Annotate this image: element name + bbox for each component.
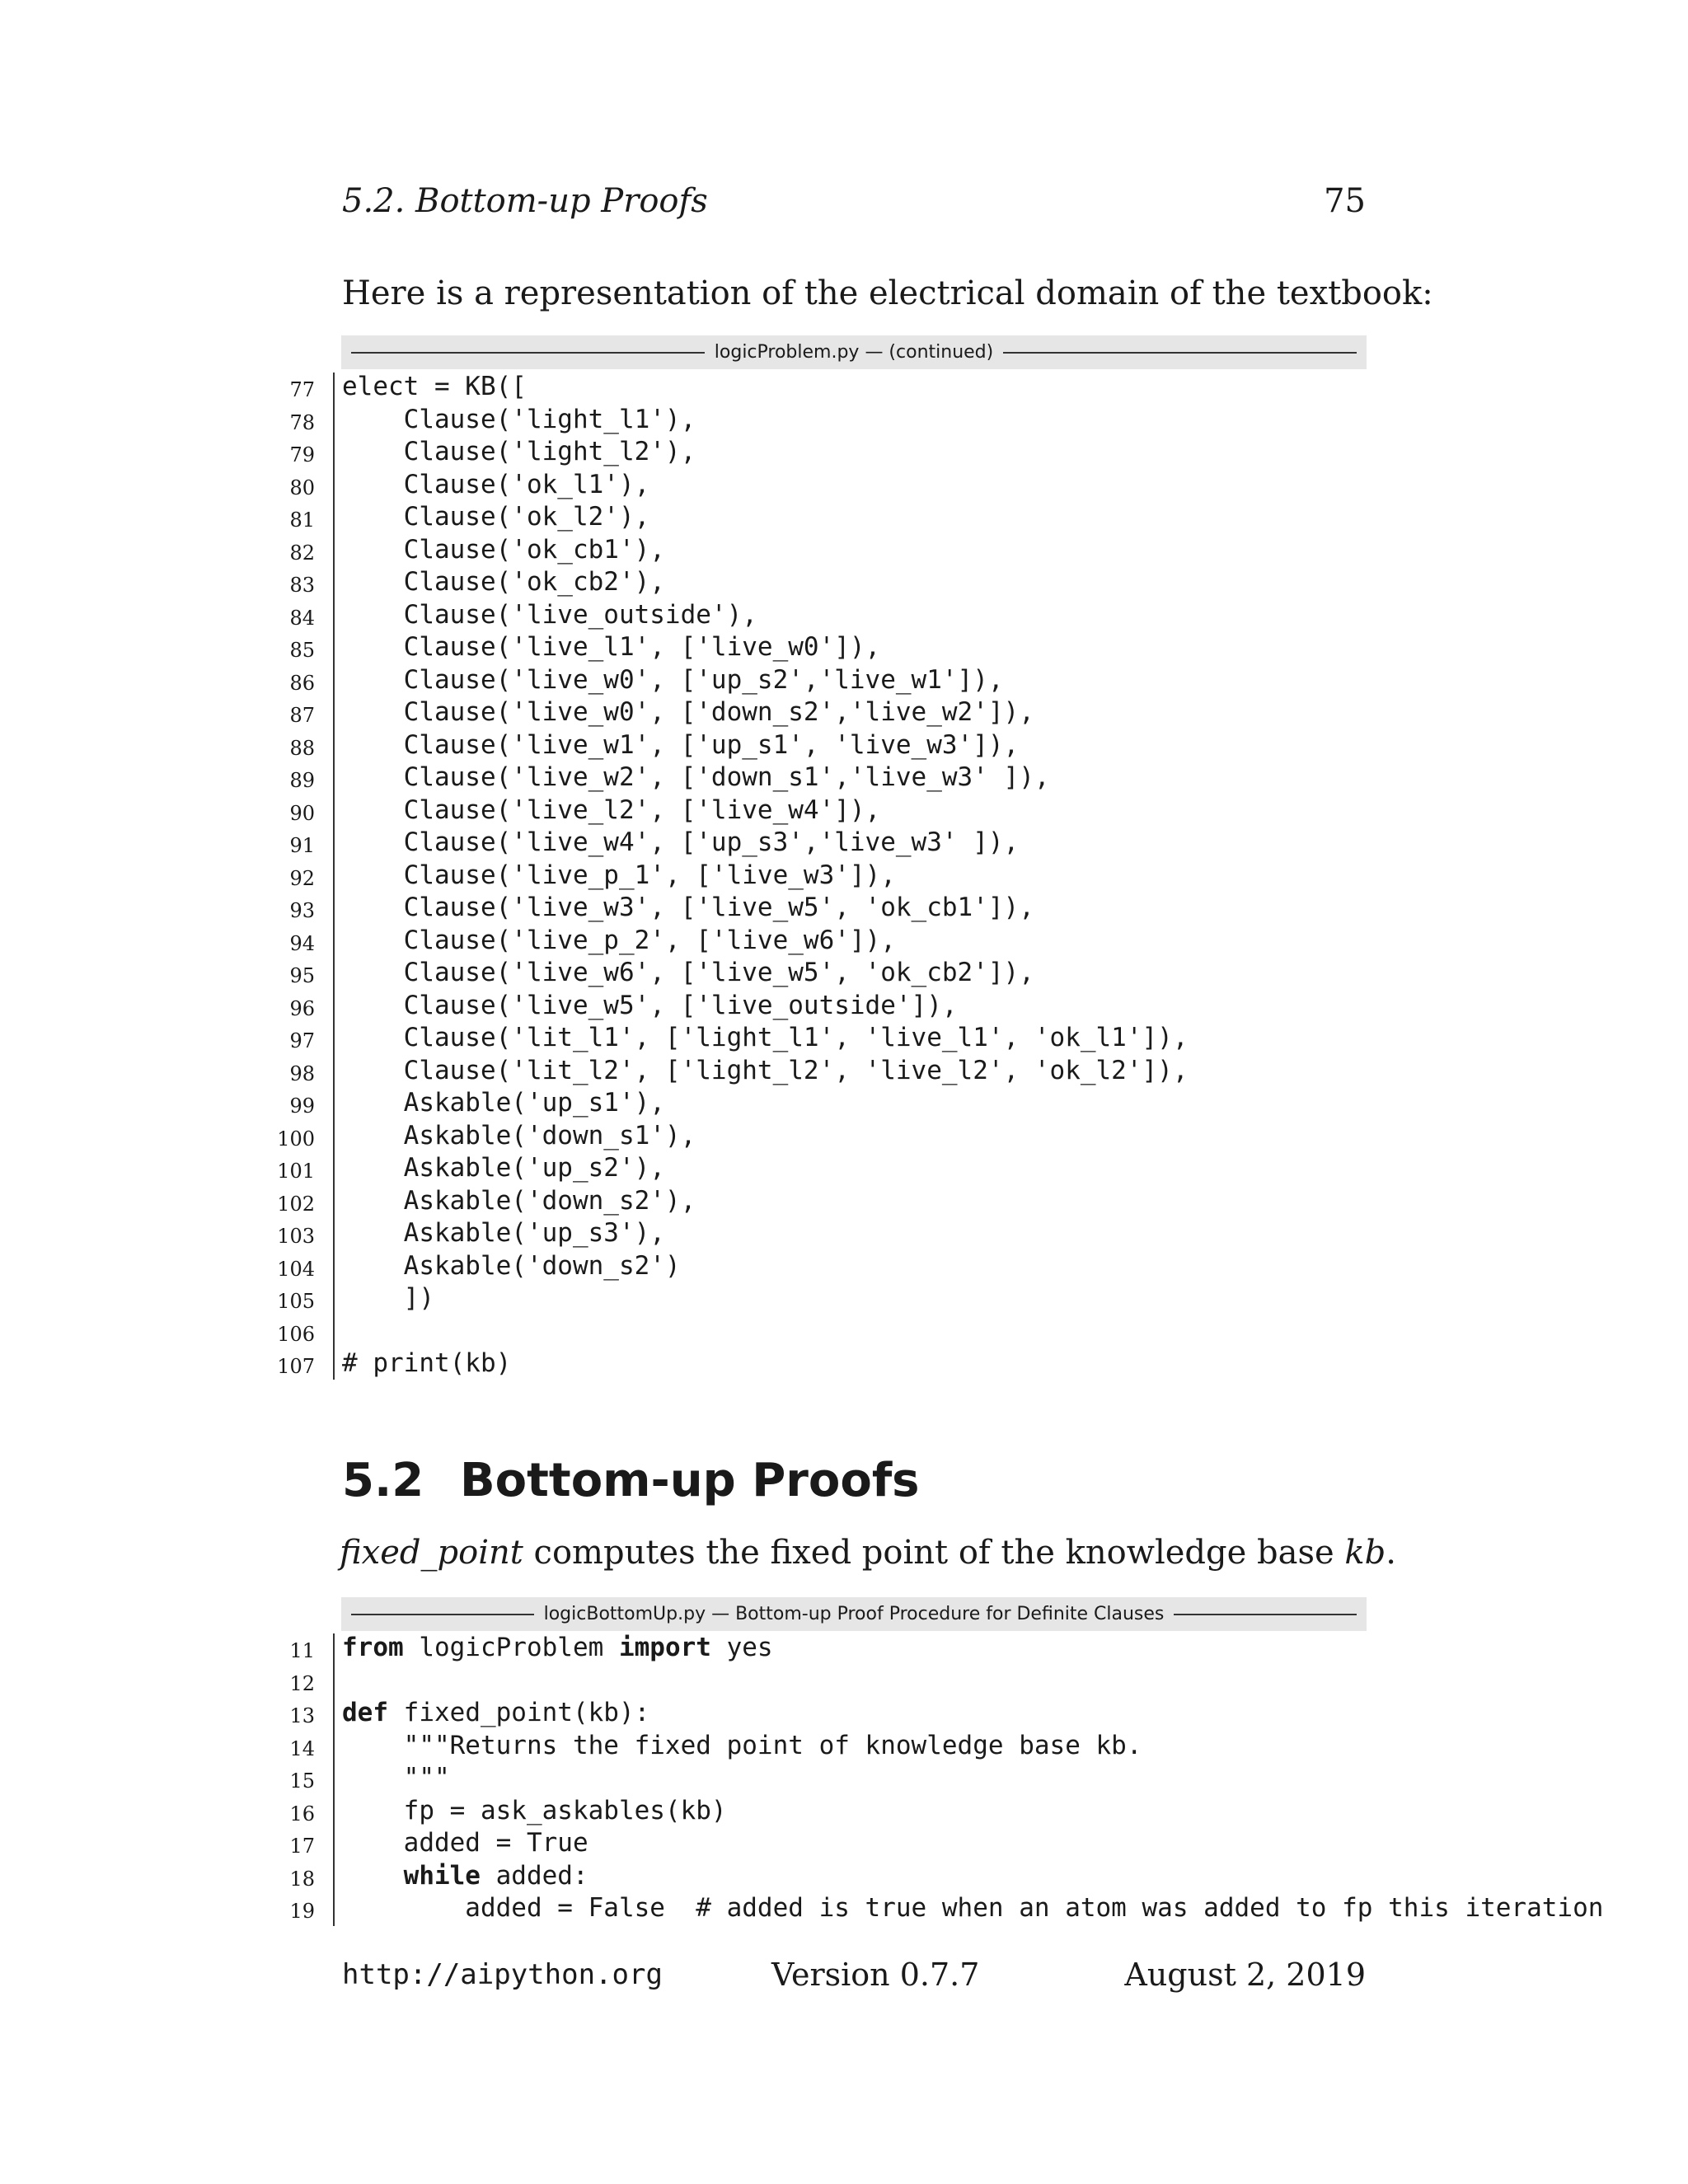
code-text: Clause('live_l2', ['live_w4']),: [342, 794, 881, 825]
code-text: Clause('live_w3', ['live_w5', 'ok_cb1']),: [342, 893, 1034, 922]
page-number: 75: [1324, 182, 1366, 220]
line-number: 82: [289, 541, 315, 565]
footer-version: Version 0.7.7: [771, 1957, 980, 1993]
line-number: 92: [289, 866, 315, 890]
code-text: Clause('live_w6', ['live_w5', 'ok_cb2']),: [342, 958, 1034, 987]
line-number: 88: [289, 736, 315, 760]
code-text: Clause('ok_cb1'),: [342, 534, 665, 565]
code-text: """Returns the fixed point of knowledge base kb.: [342, 1730, 1142, 1760]
keyword: while: [403, 1860, 481, 1891]
footer-url: http://aipython.org: [342, 1958, 663, 1991]
line-number: 98: [289, 1062, 315, 1085]
keyword: from: [342, 1633, 404, 1662]
line-number: 12: [289, 1671, 315, 1695]
code-text: Askable('down_s1'),: [342, 1120, 696, 1151]
description-paragraph: [340, 1531, 1396, 1574]
line-number: 96: [289, 996, 315, 1020]
running-title: 5.2. Bottom-up Proofs: [342, 182, 708, 220]
code-text: Clause('light_l2'),: [342, 437, 696, 466]
line-number: 89: [289, 769, 315, 792]
line-number: 105: [277, 1290, 315, 1313]
line-number: 80: [289, 476, 315, 499]
line-number: 93: [289, 899, 315, 922]
section-number: 5.2: [342, 1454, 424, 1507]
line-number: 86: [289, 671, 315, 695]
code-text: Clause('live_w2', ['down_s1','live_w3' ]),: [342, 762, 1050, 792]
code-text: ]): [342, 1283, 434, 1313]
line-number: 77: [289, 378, 315, 401]
line-number: 101: [277, 1160, 315, 1183]
line-number: 100: [277, 1127, 315, 1151]
code-text: added = False # added is true when an atom was added to fp this iteration: [342, 1893, 1604, 1923]
description-end: .: [1386, 1534, 1396, 1572]
line-number: 17: [289, 1835, 315, 1858]
line-number: 102: [277, 1192, 315, 1216]
code-text: added = True: [342, 1828, 588, 1858]
code-text: Askable('up_s2'),: [342, 1153, 665, 1183]
function-name: fixed_point: [340, 1534, 523, 1572]
line-number: 97: [289, 1029, 315, 1052]
line-number: 104: [277, 1257, 315, 1281]
line-number: 81: [289, 509, 315, 532]
listing-caption: logicProblem.py — (continued): [714, 342, 994, 363]
code-text: fp = ask_askables(kb): [342, 1795, 727, 1825]
listing-left-bar: [333, 1633, 335, 1926]
line-number: 83: [289, 574, 315, 597]
description-text: computes the fixed point of the knowledge base: [523, 1534, 1345, 1572]
listing-caption: logicBottomUp.py — Bottom-up Proof Procedure for Definite Clauses: [543, 1604, 1165, 1624]
line-number: 84: [289, 606, 315, 630]
code-text: Clause('ok_l1'),: [342, 469, 650, 499]
section-heading: [342, 1452, 920, 1510]
listing-left-bar: [333, 373, 335, 1380]
listing-header-logicbottomup: [341, 1597, 1367, 1631]
code-text: Clause('live_outside'),: [342, 599, 757, 630]
code-text: from logicProblem import yes: [342, 1633, 773, 1662]
listing-header-logicproblem: [341, 335, 1367, 369]
code-text: Askable('down_s2'): [342, 1250, 681, 1281]
code-text: Clause('live_l1', ['live_w0']),: [342, 632, 881, 662]
line-number: 85: [289, 639, 315, 662]
footer-date: August 2, 2019: [1124, 1957, 1366, 1993]
line-number: 13: [289, 1704, 315, 1727]
code-text: """: [342, 1763, 450, 1793]
code-text: Askable('down_s2'),: [342, 1185, 696, 1216]
code-text: def fixed_point(kb):: [342, 1698, 650, 1727]
header-rule-right: [1174, 1614, 1357, 1615]
line-number: 90: [289, 801, 315, 825]
header-rule-left: [351, 1614, 534, 1615]
code-text: Clause('live_p_1', ['live_w3']),: [342, 860, 896, 890]
line-number: 91: [289, 834, 315, 857]
line-number: 79: [289, 443, 315, 466]
code-text: Clause('live_w0', ['up_s2','live_w1']),: [342, 664, 1004, 695]
code-text: Clause('lit_l2', ['light_l2', 'live_l2', 'ok_l2']),: [342, 1055, 1189, 1085]
line-number: 107: [277, 1355, 315, 1378]
code-text: Clause('live_w5', ['live_outside']),: [342, 990, 958, 1020]
section-title: Bottom-up Proofs: [460, 1454, 920, 1507]
code-text: Clause('live_w1', ['up_s1', 'live_w3']),: [342, 729, 1020, 760]
code-text: Clause('live_w0', ['down_s2','live_w2']),: [342, 697, 1034, 727]
keyword: import: [618, 1633, 711, 1662]
code-text: Clause('live_p_2', ['live_w6']),: [342, 925, 896, 955]
line-number: 78: [289, 410, 315, 434]
code-text: Clause('lit_l1', ['light_l1', 'live_l1', 'ok_l1']),: [342, 1023, 1189, 1052]
header-rule-right: [1003, 352, 1357, 354]
code-text: Clause('ok_l2'),: [342, 502, 650, 532]
keyword: def: [342, 1698, 388, 1727]
line-number: 15: [289, 1769, 315, 1793]
kb-name: kb: [1344, 1534, 1386, 1572]
code-text: Clause('light_l1'),: [342, 404, 696, 434]
code-text: while added:: [403, 1860, 588, 1891]
line-number: 95: [289, 964, 315, 987]
code-text: Clause('live_w4', ['up_s3','live_w3' ]),: [342, 827, 1020, 857]
header-rule-left: [351, 352, 705, 354]
code-text: elect = KB([: [342, 372, 527, 401]
line-number: 99: [289, 1094, 315, 1118]
code-text: Askable('up_s3'),: [342, 1218, 665, 1248]
intro-paragraph: Here is a representation of the electrical domain of the textbook:: [342, 274, 1433, 312]
line-number: 106: [277, 1322, 315, 1346]
line-number: 94: [289, 931, 315, 955]
code-text: Clause('ok_cb2'),: [342, 567, 665, 597]
line-number: 87: [289, 704, 315, 727]
line-number: 16: [289, 1802, 315, 1825]
line-number: 19: [289, 1900, 315, 1923]
line-number: 103: [277, 1225, 315, 1248]
line-number: 11: [289, 1639, 315, 1662]
line-number: 18: [289, 1867, 315, 1891]
code-text: Askable('up_s1'),: [342, 1088, 665, 1118]
line-number: 14: [289, 1736, 315, 1760]
code-text: # print(kb): [342, 1348, 512, 1378]
